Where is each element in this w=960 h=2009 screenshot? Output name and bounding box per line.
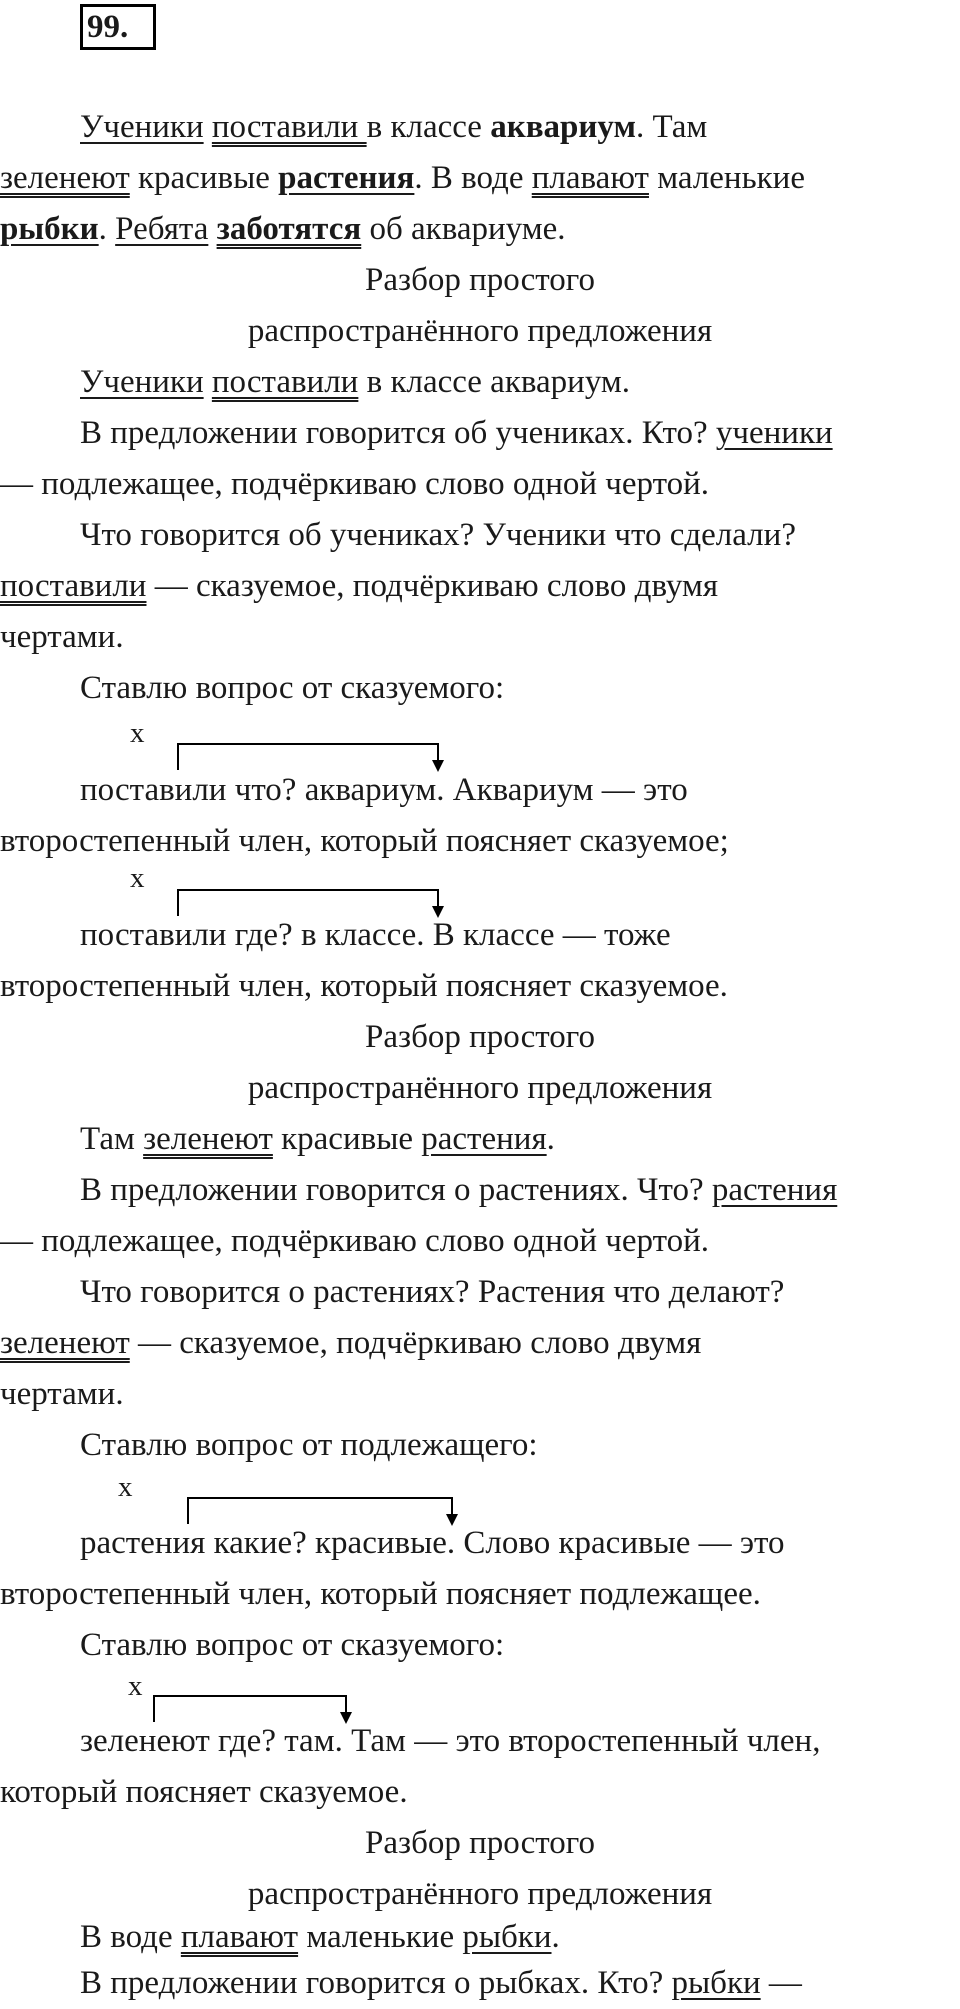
analysis-sentence: Там зеленеют красивые растения. — [80, 1121, 555, 1157]
section-title: Разбор простого — [365, 1825, 595, 1861]
paragraph-line: второстепенный член, который поясняет сказуемое. — [0, 968, 728, 1004]
dependency-marker: х — [130, 717, 145, 749]
text-line-2: зеленеют красивые растения. В воде плавают маленькие — [0, 160, 805, 196]
analysis-sentence: Ученики поставили в классе аквариум. — [80, 364, 631, 400]
subject-word: Ученики — [80, 109, 204, 145]
section-subtitle: распространённого предложения — [247, 313, 713, 349]
paragraph-line: второстепенный член, который поясняет сказуемое; — [0, 823, 729, 859]
paragraph-line: Ставлю вопрос от сказуемого: — [80, 1627, 505, 1663]
paragraph-line: поставили — сказуемое, подчёркиваю слово двумя — [0, 568, 719, 604]
analysis-sentence: В воде плавают маленькие рыбки. — [80, 1919, 560, 1955]
paragraph-line: второстепенный член, который поясняет подлежащее. — [0, 1576, 761, 1612]
paragraph-line: поставили где? в классе. В классе — тоже — [80, 917, 671, 953]
predicate-word: зеленеют — [0, 160, 130, 196]
predicate-word: плавают — [531, 160, 649, 196]
paragraph-line: В предложении говорится о рыбках. Кто? рыбки — — [80, 1965, 802, 2001]
paragraph-line: растения какие? красивые. Слово красивые — это — [80, 1525, 785, 1561]
paragraph-line: — подлежащее, подчёркиваю слово одной чертой. — [0, 466, 709, 502]
section-subtitle: распространённого предложения — [247, 1070, 713, 1106]
paragraph-line: В предложении говорится об учениках. Кто? ученики — [80, 415, 833, 451]
paragraph-line: Ставлю вопрос от сказуемого: — [80, 670, 505, 706]
paragraph-line: Что говорится об учениках? Ученики что сделали? — [80, 517, 796, 553]
paragraph-line: чертами. — [0, 619, 124, 655]
subject-word: растения — [278, 160, 415, 196]
predicate-word: поставили — [211, 109, 367, 145]
dependency-marker: х — [128, 1670, 143, 1702]
paragraph-line: — подлежащее, подчёркиваю слово одной чертой. — [0, 1223, 709, 1259]
section-subtitle: распространённого предложения — [247, 1876, 713, 1912]
dependency-marker: х — [118, 1471, 133, 1503]
paragraph-line: Ставлю вопрос от подлежащего: — [80, 1427, 538, 1463]
predicate-word: заботятся — [216, 211, 362, 247]
section-title: Разбор простого — [365, 262, 595, 298]
subject-word: Ребята — [115, 211, 209, 247]
paragraph-line: который поясняет сказуемое. — [0, 1774, 408, 1810]
text-line-1: Ученики поставили в классе аквариум. Там — [80, 109, 708, 145]
paragraph-line: поставили что? аквариум. Аквариум — это — [80, 772, 688, 808]
paragraph-line: чертами. — [0, 1376, 124, 1412]
paragraph-line: зеленеют — сказуемое, подчёркиваю слово двумя — [0, 1325, 702, 1361]
text-line-3: рыбки. Ребята заботятся об аквариуме. — [0, 211, 566, 247]
paragraph-line: зеленеют где? там. Там — это второстепенный член, — [80, 1723, 821, 1759]
section-title: Разбор простого — [365, 1019, 595, 1055]
dependency-marker: х — [130, 862, 145, 894]
exercise-number: 99. — [80, 4, 156, 50]
bold-word: аквариум — [490, 109, 636, 145]
paragraph-line: Что говорится о растениях? Растения что делают? — [80, 1274, 785, 1310]
subject-word: рыбки — [0, 211, 99, 247]
paragraph-line: В предложении говорится о растениях. Что? растения — [80, 1172, 838, 1208]
